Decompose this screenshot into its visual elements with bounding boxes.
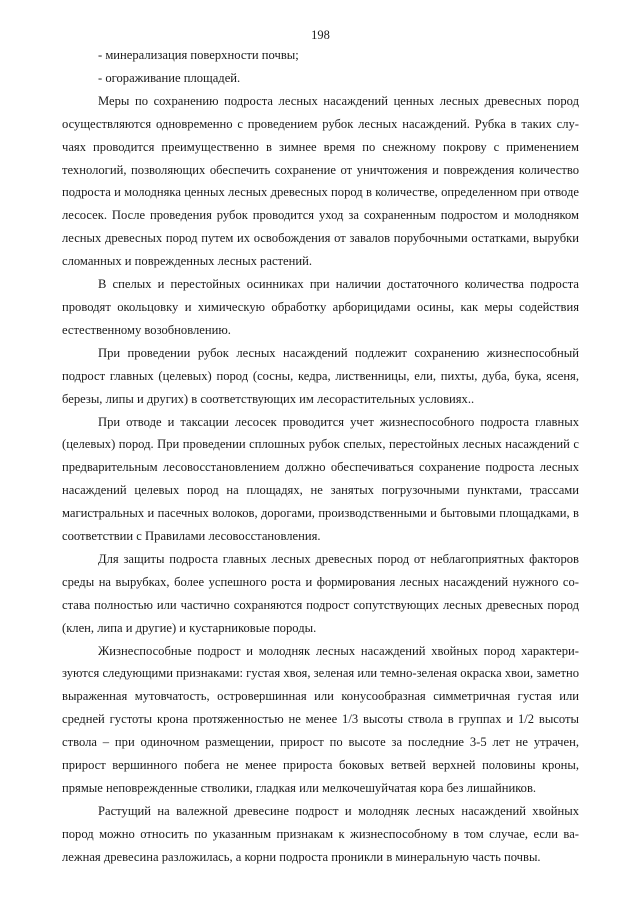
list-item: - огораживание площадей.	[98, 70, 241, 85]
list-item: - минерализация поверхности почвы;	[98, 48, 299, 62]
document-body	[62, 44, 579, 869]
paragraph: При отводе и таксации лесосек проводится учет жизнеспособного подроста главных (целевых) пород. При проведении сплошных рубок спелых, перестойных лесных насаждений с предварительным лесовосстановлением должно обеспечиваться сохранение подроста лесных насаждений целевых пород на площадях, не занятых погрузочными пунктами, трассами магистральных и пасечных волоков, дорогами, производственными и бытовыми площадками, в соответствии с Правилами лесовосстановления.	[62, 414, 579, 544]
page-number: 198	[311, 28, 330, 42]
paragraph: Для защиты подроста главных лесных древесных пород от неблагоприятных факторов среды на вырубках, более успешного роста и формирования лесных насаждений нужного состава полностью или частично сохраняются подрост сопутствующих лесных древесных пород (клен, липа и другие) и кустарниковые породы.	[62, 551, 579, 635]
paragraph: Меры по сохранению подроста лесных насаждений ценных лесных древесных пород осуществляются одновременно с проведением рубок лесных насаждений. Рубка в таких случаях проводится преимущественно в зимнее время по снежному покрову с применением технологий, позволяющих обеспечить сохранение от уничтожения и повреждения количество подроста и молодняка ценных лесных древесных пород в количестве, определенном при отводе лесосек. После проведения рубок проводится уход за сохраненным подростом и молодняком лесных древесных пород путем их освобождения от завалов порубочными остатками, вырубки сломанных и поврежденных лесных растений.	[62, 93, 579, 269]
paragraph: При проведении рубок лесных насаждений подлежит сохранению жизнеспособный подрост главных (целевых) пород (сосны, кедра, лиственницы, ели, пихты, дуба, бука, ясеня, березы, липы и других) в соответствующих им лесорастительных условиях..	[62, 345, 579, 406]
paragraph: Жизнеспособные подрост и молодняк лесных насаждений хвойных пород характеризуются следующими признаками: густая хвоя, зеленая или темно-зеленая окраска хвои, заметно выраженная мутовчатость, островершинная или конусообразная симметричная густая или средней густоты крона протяженностью не менее 1/3 высоты ствола в группах и 1/2 высоты ствола – при одиночном размещении, прирост по высоте за последние 3-5 лет не утрачен, прирост вершинного побега не менее прироста боковых ветвей верхней половины кроны, прямые неповрежденные стволики, гладкая или мелкочешуйчатая кора без лишайников.	[62, 643, 579, 795]
paragraph: Растущий на валежной древесине подрост и молодняк лесных насаждений хвойных пород можно относить по указанным признакам к жизнеспособному в том случае, если валежная древесина разложилась, а корни подроста проникли в минеральную часть почвы.	[62, 803, 579, 864]
paragraph: В спелых и перестойных осинниках при наличии достаточного количества подроста проводят окольцовку и химическую обработку арборицидами осины, как меры содействия естественному возобновлению.	[62, 277, 579, 337]
